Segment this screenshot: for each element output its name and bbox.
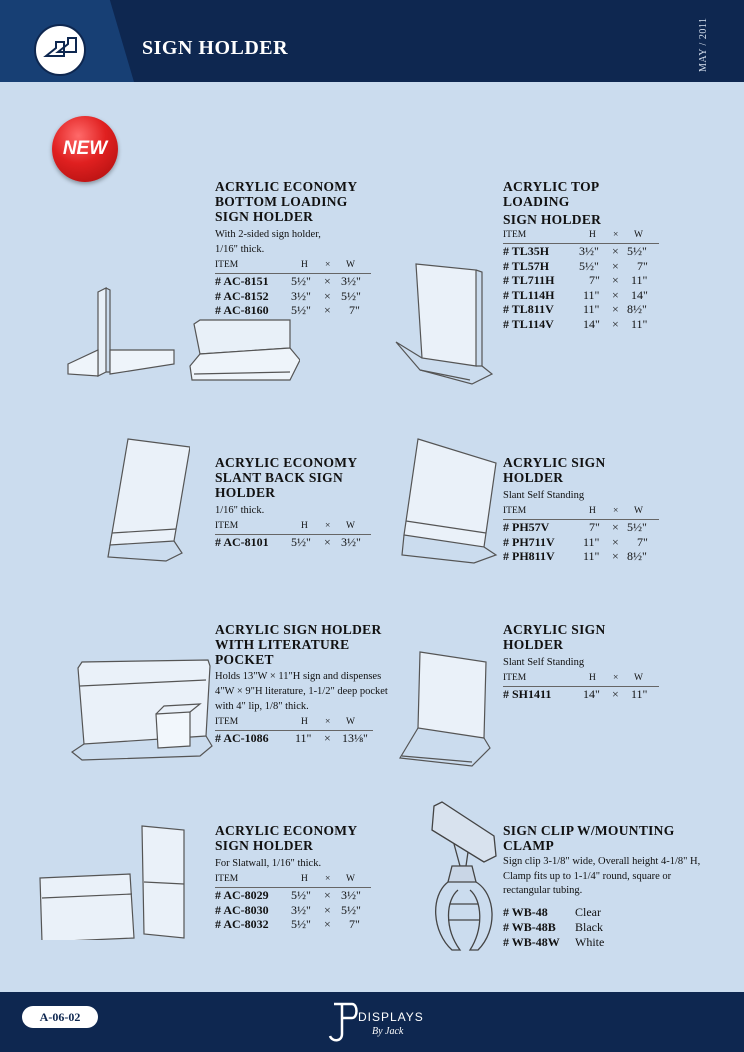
- table-row: # AC-8160 5½" × 7": [215, 303, 360, 317]
- bottom-loading-holder-image: [64, 284, 300, 388]
- table-row: # TL711H 7" × 11": [503, 273, 648, 287]
- top-loading-holder-image: [394, 262, 494, 386]
- new-badge: [52, 116, 118, 182]
- list-item: # WB-48 Clear: [503, 904, 601, 919]
- product-title: ACRYLIC SIGN HOLDER: [503, 622, 606, 652]
- table-row: # TL57H 5½" × 7": [503, 258, 648, 273]
- table-row: # AC-8032 5½" × 7": [215, 917, 360, 931]
- table-header: ITEM H × W: [215, 520, 371, 535]
- product-ac-80xx: [215, 823, 371, 932]
- product-title: ACRYLIC ECONOMY BOTTOM LOADING SIGN HOLDER: [215, 179, 358, 224]
- slant-self-standing-holder-image: [400, 437, 500, 567]
- new-badge-label: NEW: [62, 138, 108, 159]
- table-header: ITEM H × W: [215, 259, 371, 274]
- page-number: A-06-02: [22, 1006, 98, 1028]
- table-header: ITEM H × W: [215, 873, 371, 888]
- product-title: ACRYLIC SIGN HOLDER WITH LITERATURE POCKET: [215, 622, 382, 667]
- product-tl-series: [503, 179, 659, 331]
- brand-name: DISPLAYS: [358, 1010, 424, 1024]
- table-row: # PH57V 7" × 5½": [503, 520, 647, 534]
- sign-holder-icon: [34, 24, 86, 76]
- brand-logo-icon: [328, 998, 358, 1046]
- product-ac-8101: [215, 455, 371, 550]
- product-title: ACRYLIC TOP LOADING SIGN HOLDER: [503, 179, 602, 227]
- page-title: SIGN HOLDER: [142, 37, 289, 59]
- product-description: 1/16" thick.: [215, 505, 265, 516]
- product-description: Slant Self Standing: [503, 490, 585, 501]
- brand-tagline: By Jack: [372, 1026, 404, 1037]
- table-row: # TL35H 3½" × 5½": [503, 244, 647, 258]
- table-header: ITEM H × W: [215, 716, 373, 731]
- table-row: # AC-8101 5½" × 3½": [215, 535, 361, 549]
- table-row: # AC-1086 11" × 13⅛": [215, 731, 368, 745]
- table-row: # AC-8030 3½" × 5½": [215, 902, 361, 917]
- literature-pocket-holder-image: [70, 656, 216, 762]
- product-ph-series: [503, 455, 659, 564]
- table-row: # PH711V 11" × 7": [503, 534, 648, 549]
- product-title: ACRYLIC ECONOMY SIGN HOLDER: [215, 823, 358, 853]
- table-row: # TL114H 11" × 14": [503, 287, 648, 302]
- table-row: # TL811V 11" × 8½": [503, 302, 647, 316]
- product-wb-48: [503, 823, 733, 950]
- issue-date: MAY / 2011: [698, 17, 709, 72]
- table-row: # AC-8151 5½" × 3½": [215, 274, 361, 288]
- product-sh1411: [503, 622, 659, 702]
- table-header: ITEM H × W: [503, 229, 659, 244]
- slant-back-holder-image: [104, 437, 190, 565]
- product-ac-1086: [215, 622, 395, 746]
- table-row: # SH1411 14" × 11": [503, 687, 648, 701]
- product-description: Slant Self Standing: [503, 657, 585, 668]
- table-row: # AC-8029 5½" × 3½": [215, 888, 361, 902]
- list-item: # WB-48W White: [503, 934, 605, 949]
- product-description: Sign clip 3-1/8" wide, Overall height 4-1/8" H, Clamp fits up to 1-1/4" round, square or rectangular tubing.: [503, 856, 701, 896]
- list-item: # WB-48B Black: [503, 919, 603, 934]
- product-description: Holds 13"W × 11"H sign and dispenses 4"W × 9"H literature, 1-1/2" deep pocket with 4" lip, 1/8" thick.: [215, 671, 388, 712]
- table-header: ITEM H × W: [503, 672, 659, 687]
- product-title: ACRYLIC ECONOMY SLANT BACK SIGN HOLDER: [215, 455, 358, 500]
- product-description: With 2-sided sign holder, 1/16" thick.: [215, 229, 321, 255]
- product-title: ACRYLIC SIGN HOLDER: [503, 455, 606, 485]
- slatwall-holder-image: [34, 818, 194, 940]
- table-row: # TL114V 14" × 11": [503, 316, 648, 331]
- table-row: # PH811V 11" × 8½": [503, 549, 647, 563]
- product-title: SIGN CLIP W/MOUNTING CLAMP: [503, 823, 675, 853]
- sign-holder-sh1411-image: [398, 648, 492, 768]
- table-row: # AC-8152 3½" × 5½": [215, 288, 361, 303]
- sign-clip-clamp-image: [424, 800, 504, 960]
- product-description: For Slatwall, 1/16" thick.: [215, 858, 322, 869]
- table-header: ITEM H × W: [503, 505, 659, 520]
